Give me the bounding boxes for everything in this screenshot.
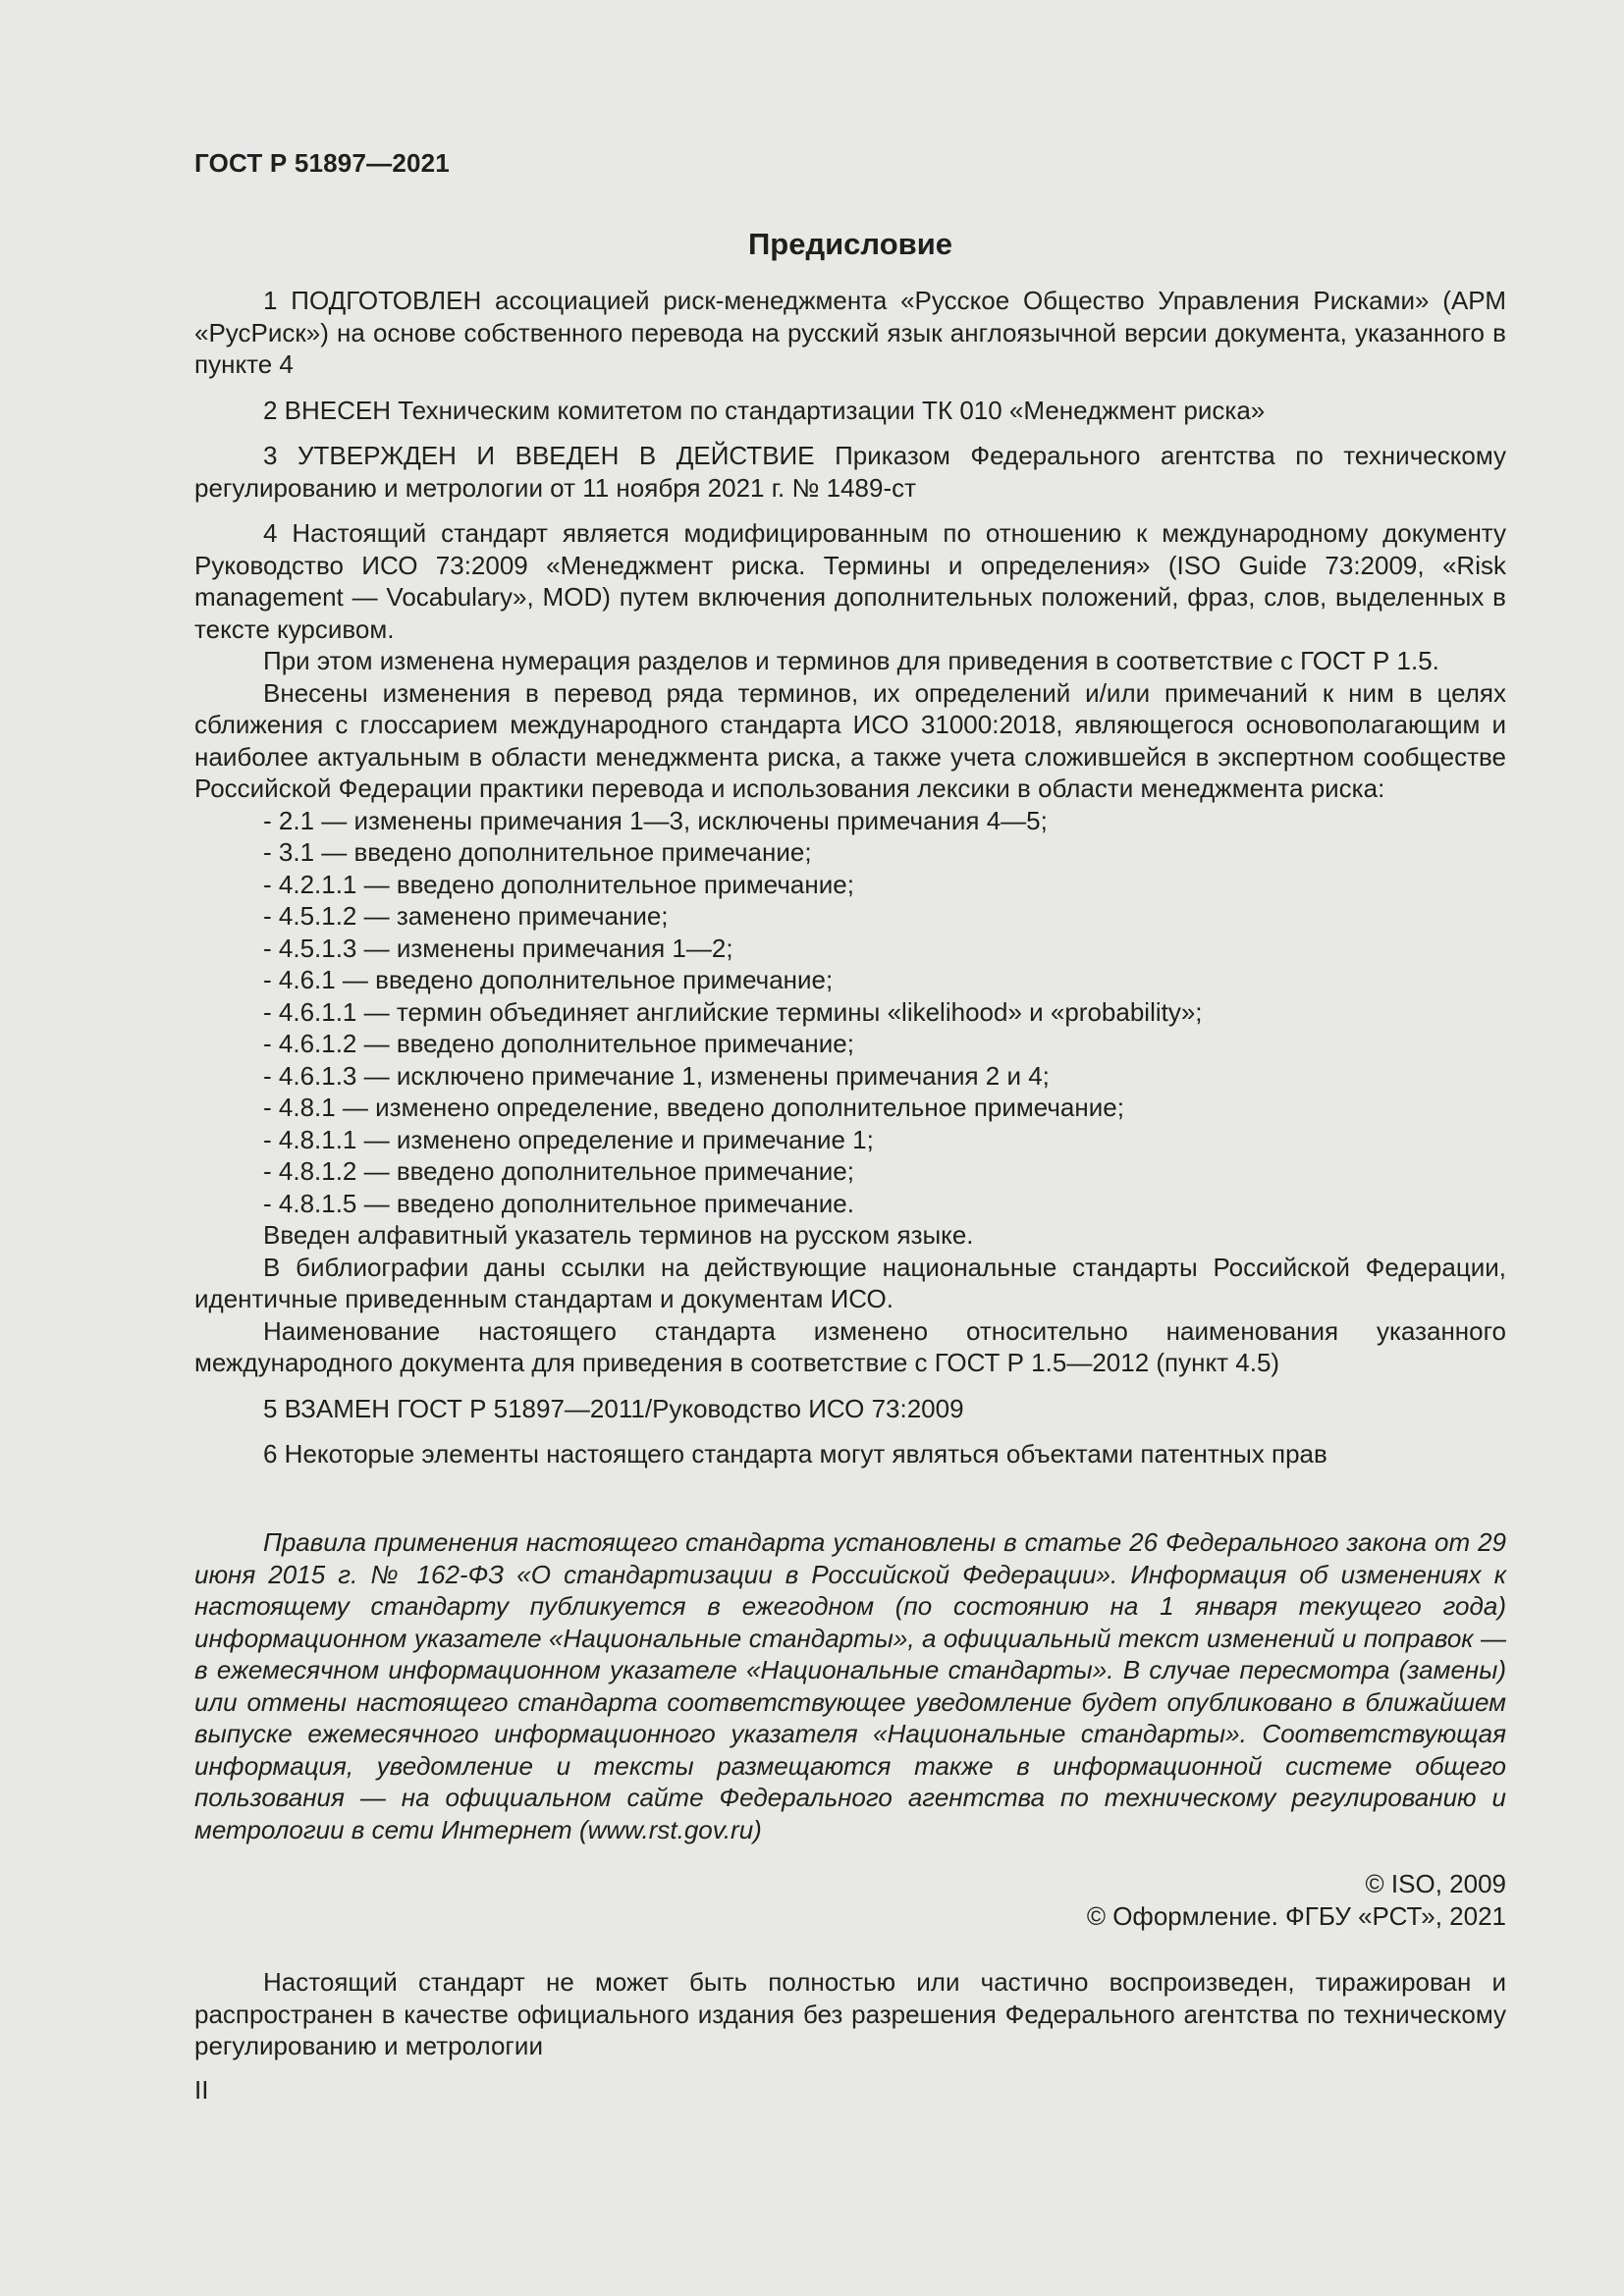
list-item: - 4.8.1.1 — изменено определение и примечание 1; (263, 1124, 874, 1154)
list-item: - 4.5.1.3 — изменены примечания 1—2; (263, 933, 733, 963)
foreword-item-4: 4 Настоящий стандарт является модифицированным по отношению к международному документу Руководство ИСО 73:2009 «Менеджмент риска. Термины и определения» (ISO Guide 73:2009, «Risk management — Vocabulary», MOD) путем включения дополнительных положений, фраз, слов, выделенных в тексте курсивом. (194, 518, 1506, 644)
page-number: II (194, 2075, 209, 2105)
document-code: ГОСТ Р 51897—2021 (194, 148, 450, 178)
reproduction-notice-text: Настоящий стандарт не может быть полностью или частично воспроизведен, тиражирован и распространен в качестве официального издания без разрешения Федерального агентства по техническому регулированию и метрологии (194, 1967, 1506, 2060)
foreword-item-6: 6 Некоторые элементы настоящего стандарта могут являться объектами патентных прав (263, 1439, 1327, 1468)
foreword-item-5: 5 ВЗАМЕН ГОСТ Р 51897—2011/Руководство ИСО 73:2009 (263, 1393, 964, 1423)
foreword-item-4-changes-intro: Внесены изменения в перевод ряда терминов, их определений и/или примечаний к ним в целях сближения с глоссарием международного стандарта ИСО 31000:2018, являющегося основополагающим и наиболее актуальным в области менеджмента риска, а также учета сложившейся в экспертном сообществе Российской Федерации практики перевода и использования лексики в области менеджмента риска: (194, 677, 1506, 803)
copyright-iso: © ISO, 2009 (1365, 1869, 1506, 1898)
list-item: - 4.2.1.1 — введено дополнительное примечание; (263, 869, 854, 899)
list-item: - 4.8.1.5 — введено дополнительное примечание. (263, 1188, 854, 1218)
foreword-item-4-name-change: Наименование настоящего стандарта изменено относительно наименования указанного международного документа для приведения в соответствие с ГОСТ Р 1.5—2012 (пункт 4.5) (194, 1315, 1506, 1377)
foreword-item-1: 1 ПОДГОТОВЛЕН ассоциацией риск-менеджмента «Русское Общество Управления Рисками» (АРМ «РусРиск») на основе собственного перевода на русский язык англоязычной версии документа, указанного в пункте 4 (194, 286, 1506, 379)
list-item: - 4.6.1.1 — термин объединяет английские термины «likelihood» и «probability»; (263, 996, 1203, 1027)
rules-notice (194, 1526, 1506, 1845)
list-item: - 4.6.1.2 — введено дополнительное примечание; (263, 1029, 854, 1058)
list-item: - 4.5.1.2 — заменено примечание; (263, 901, 669, 931)
foreword-item-4-numbering: При этом изменена нумерация разделов и терминов для приведения в соответствие с ГОСТ Р 1.5. (263, 646, 1439, 675)
foreword-item-3: 3 УТВЕРЖДЕН И ВВЕДЕН В ДЕЙСТВИЕ Приказом Федерального агентства по техническому регулированию и метрологии от 11 ноября 2021 г. № 1489-ст (194, 441, 1506, 503)
foreword-item-2: 2 ВНЕСЕН Техническим комитетом по стандартизации ТК 010 «Менеджмент риска» (263, 395, 1266, 425)
foreword-title: Предисловие (747, 227, 952, 261)
list-item: - 3.1 — введено дополнительное примечание; (263, 837, 812, 867)
list-item: - 2.1 — изменены примечания 1—3, исключены примечания 4—5; (263, 805, 1048, 835)
list-item: - 4.6.1 — введено дополнительное примечание; (263, 965, 834, 994)
list-item: - 4.8.1 — изменено определение, введено дополнительное примечание; (263, 1093, 1124, 1122)
foreword-body (194, 285, 1506, 1470)
list-item: - 4.8.1.2 — введено дополнительное примечание; (263, 1156, 854, 1186)
foreword-item-4-bibliography: В библиографии даны ссылки на действующие национальные стандарты Российской Федерации, идентичные приведенным стандартам и документам ИСО. (194, 1252, 1506, 1313)
copyright-rst: © Оформление. ФГБУ «РСТ», 2021 (1086, 1900, 1506, 1931)
reproduction-notice (194, 1966, 1506, 2062)
rules-notice-text: Правила применения настоящего стандарта установлены в статье 26 Федерального закона от 29 июня 2015 г. № 162-ФЗ «О стандартизации в Российской Федерации». Информация об изменениях к настоящему стандарту публикуется в ежегодном (по состоянию на 1 января текущего года) информационном указателе «Национальные стандарты», а официальный текст изменений и поправок — в ежемесячном информационном указателе «Национальные стандарты». В случае пересмотра (замены) или отмены настоящего стандарта соответствующее уведомление будет опубликовано в ближайшем выпуске ежемесячного информационного указателя «Национальные стандарты». Соответствующая информация, уведомление и тексты размещаются также в информационной системе общего пользования — на официальном сайте Федерального агентства по техническому регулированию и метрологии в сети Интернет (www.rst.gov.ru) (194, 1527, 1506, 1844)
foreword-item-4-index: Введен алфавитный указатель терминов на русском языке. (263, 1220, 974, 1250)
list-item: - 4.6.1.3 — исключено примечание 1, изменены примечания 2 и 4; (263, 1060, 1050, 1091)
copyright-block (194, 1868, 1506, 1932)
changes-list (194, 805, 1506, 1220)
